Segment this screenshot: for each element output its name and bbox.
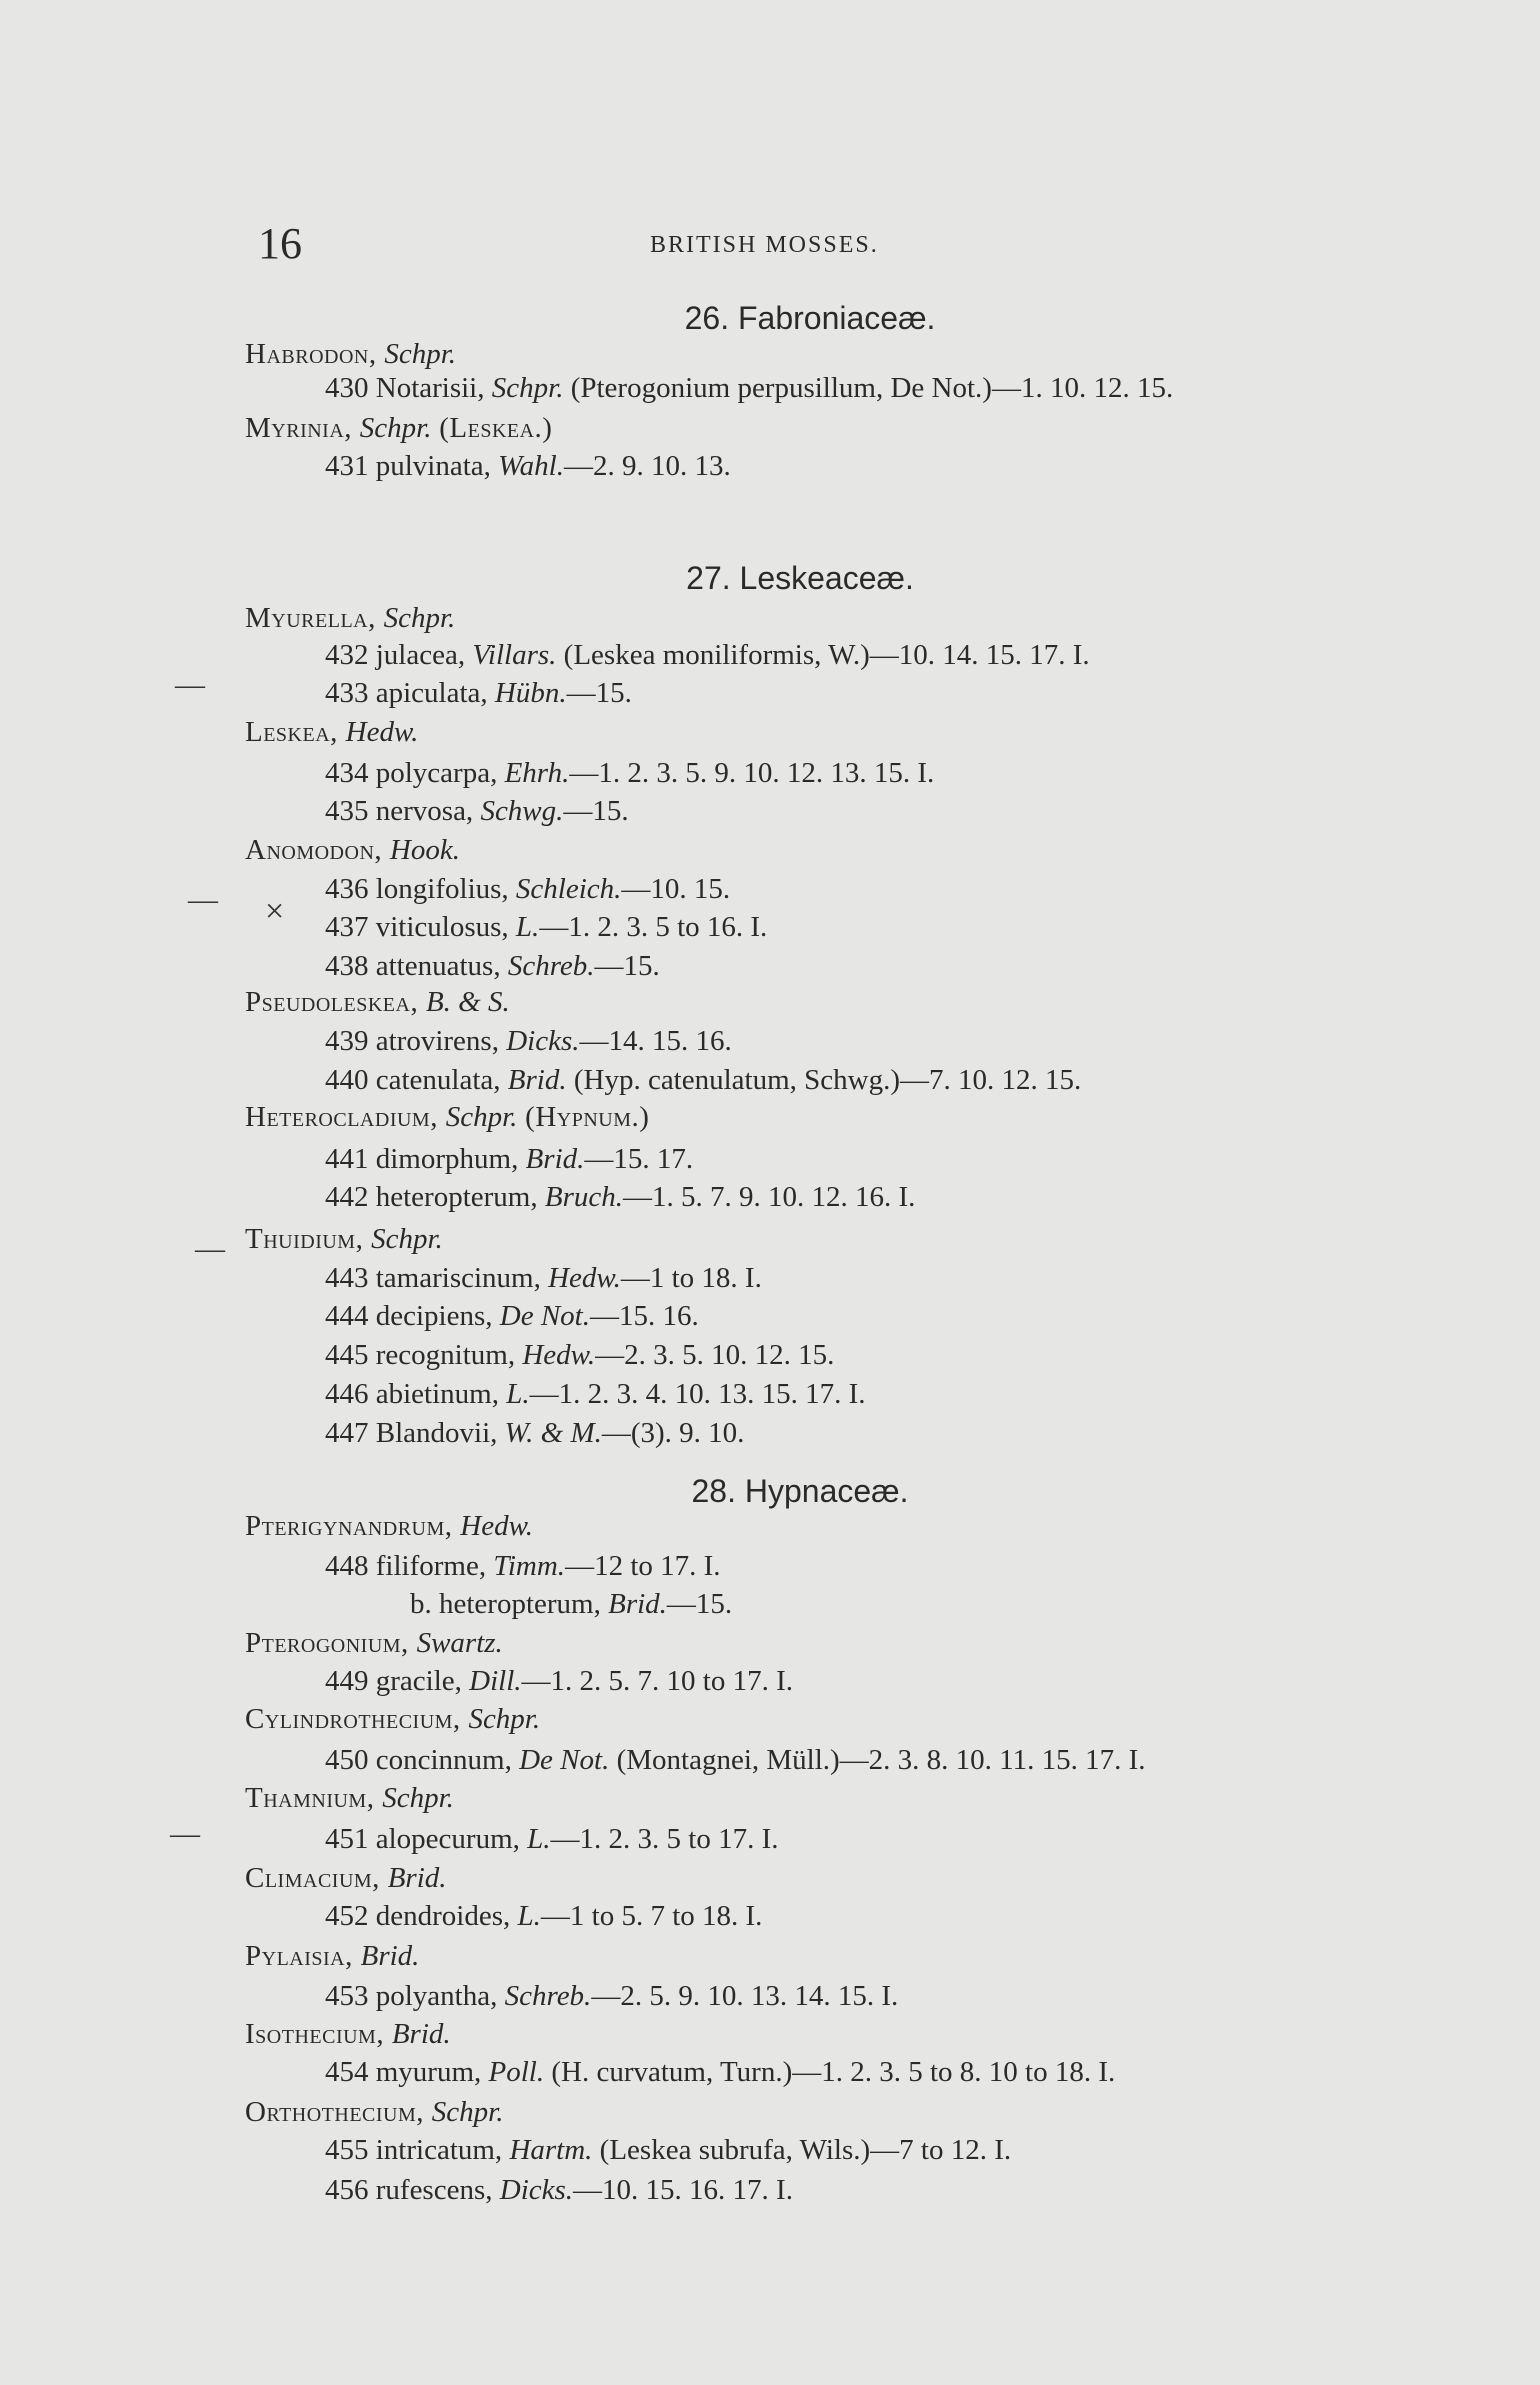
- species-entry: [325, 873, 730, 906]
- genus-heading: [245, 1862, 447, 1895]
- species-author: Dill.: [469, 1665, 522, 1697]
- species-number: 430: [325, 372, 369, 404]
- species-number: 449: [325, 1665, 369, 1697]
- genus-author: Schpr.: [445, 1101, 518, 1133]
- species-number: 441: [325, 1143, 369, 1175]
- species-number: 433: [325, 677, 369, 709]
- genus-heading: [245, 1223, 443, 1256]
- species-localities: —15. 17.: [584, 1143, 694, 1175]
- genus-heading: [245, 1940, 419, 1973]
- genus-heading: [245, 412, 552, 445]
- species-number: 445: [325, 1339, 369, 1371]
- genus-note: (Leskea.): [439, 412, 553, 444]
- genus-name: Pylaisia,: [245, 1940, 353, 1972]
- genus-name: Climacium,: [245, 1862, 380, 1894]
- genus-name: Isothecium,: [245, 2018, 385, 2050]
- species-entry: [325, 1143, 693, 1176]
- species-epithet: attenuatus,: [375, 950, 501, 982]
- species-author: Schreb.: [504, 1980, 592, 2012]
- species-localities: (Pterogonium perpusillum, De Not.)—1. 10. 12. 15.: [570, 372, 1174, 404]
- species-localities: (Montagnei, Müll.)—2. 3. 8. 10. 11. 15. 17. I.: [616, 1744, 1146, 1776]
- species-author: Villars.: [472, 639, 557, 671]
- species-author: W. & M.: [504, 1417, 602, 1449]
- species-entry: [325, 2174, 793, 2207]
- genus-heading: [245, 602, 455, 635]
- species-localities: —2. 3. 5. 10. 12. 15.: [595, 1339, 835, 1371]
- species-localities: —1. 2. 3. 5 to 17. I.: [550, 1823, 779, 1855]
- species-entry: [325, 911, 767, 944]
- species-entry: [325, 1744, 1146, 1777]
- genus-author: B. & S.: [425, 986, 510, 1018]
- species-entry: [325, 1378, 866, 1411]
- species-entry: [325, 2134, 1011, 2167]
- species-author: Hartm.: [509, 2134, 593, 2166]
- species-epithet: dendroides,: [375, 1900, 511, 1932]
- genus-author: Hedw.: [460, 1510, 534, 1542]
- family-heading: 28. Hypnaceæ.: [691, 1473, 909, 1509]
- genus-heading: [245, 986, 510, 1019]
- variety-entry: [410, 1588, 732, 1621]
- species-epithet: atrovirens,: [375, 1025, 499, 1057]
- species-number: 436: [325, 873, 369, 905]
- species-epithet: rufescens,: [375, 2174, 493, 2206]
- species-localities: —12 to 17. I.: [565, 1550, 721, 1582]
- species-author: Schreb.: [507, 950, 595, 982]
- species-entry: [325, 1417, 744, 1450]
- species-entry: [325, 1665, 793, 1698]
- species-epithet: polycarpa,: [375, 757, 498, 789]
- species-epithet: polyantha,: [375, 1980, 498, 2012]
- species-number: 444: [325, 1300, 369, 1332]
- species-number: 438: [325, 950, 369, 982]
- species-epithet: concinnum,: [375, 1744, 512, 1776]
- genus-author: Schpr.: [383, 602, 456, 634]
- species-number: 443: [325, 1262, 369, 1294]
- genus-author: Schpr.: [468, 1703, 541, 1735]
- species-number: 437: [325, 911, 369, 943]
- species-number: 440: [325, 1064, 369, 1096]
- species-localities: —1. 2. 3. 5. 9. 10. 12. 13. 15. I.: [569, 757, 935, 789]
- species-epithet: heteropterum,: [439, 1588, 601, 1620]
- species-author: Schpr.: [491, 372, 564, 404]
- species-localities: —1. 2. 3. 5 to 16. I.: [539, 911, 768, 943]
- species-number: 439: [325, 1025, 369, 1057]
- genus-heading: [245, 2096, 504, 2129]
- genus-name: Leskea,: [245, 716, 338, 748]
- species-entry: [325, 1550, 721, 1583]
- genus-heading: [245, 1782, 454, 1815]
- species-author: Poll.: [488, 2056, 545, 2088]
- genus-name: Pterogonium,: [245, 1627, 409, 1659]
- genus-heading: [245, 1703, 540, 1736]
- species-author: Wahl.: [498, 450, 564, 482]
- running-title: BRITISH MOSSES.: [650, 232, 879, 258]
- species-author: Hedw.: [522, 1339, 596, 1371]
- species-localities: —1. 2. 3. 4. 10. 13. 15. 17. I.: [529, 1378, 866, 1410]
- genus-name: Thuidium,: [245, 1223, 364, 1255]
- species-author: Dicks.: [499, 2174, 574, 2206]
- species-entry: [325, 639, 1090, 672]
- species-localities: —(3). 9. 10.: [601, 1417, 745, 1449]
- species-epithet: alopecurum,: [375, 1823, 520, 1855]
- species-localities: —15.: [566, 677, 632, 709]
- species-author: Timm.: [493, 1550, 566, 1582]
- species-author: Dicks.: [506, 1025, 580, 1057]
- species-number: 432: [325, 639, 369, 671]
- species-localities: —10. 15.: [621, 873, 731, 905]
- genus-heading: [245, 1510, 533, 1543]
- species-author: Hedw.: [548, 1262, 621, 1294]
- species-entry: [325, 1980, 898, 2013]
- genus-note: (Hypnum.): [525, 1101, 650, 1133]
- species-epithet: julacea,: [375, 639, 466, 671]
- species-entry: [325, 757, 934, 790]
- page-header: [250, 218, 1300, 268]
- species-epithet: myurum,: [375, 2056, 482, 2088]
- genus-author: Schpr.: [359, 412, 432, 444]
- genus-name: Anomodon,: [245, 834, 383, 866]
- species-localities: —2. 5. 9. 10. 13. 14. 15. I.: [591, 1980, 899, 2012]
- species-epithet: longifolius,: [375, 873, 509, 905]
- species-localities: —1 to 18. I.: [620, 1262, 762, 1294]
- pencil-dash-mark: —: [188, 883, 218, 916]
- genus-name: Cylindrothecium,: [245, 1703, 461, 1735]
- species-epithet: gracile,: [375, 1665, 462, 1697]
- species-entry: [325, 1025, 732, 1058]
- pencil-dash-mark: —: [170, 1817, 200, 1850]
- species-author: Brid.: [525, 1143, 585, 1175]
- species-entry: [325, 1262, 762, 1295]
- species-localities: —1. 5. 7. 9. 10. 12. 16. I.: [622, 1181, 916, 1213]
- species-localities: —2. 9. 10. 13.: [563, 450, 731, 482]
- species-author: Brid.: [608, 1588, 667, 1620]
- species-epithet: viticulosus,: [375, 911, 509, 943]
- species-number: 451: [325, 1823, 369, 1855]
- species-author: L.: [506, 1378, 530, 1410]
- genus-author: Schpr.: [384, 338, 457, 370]
- species-entry: [325, 1300, 699, 1333]
- species-number: 448: [325, 1550, 369, 1582]
- species-localities: —15.: [666, 1588, 733, 1620]
- species-epithet: dimorphum,: [375, 1143, 519, 1175]
- species-author: De Not.: [519, 1744, 610, 1776]
- species-localities: (Leskea subrufa, Wils.)—7 to 12. I.: [599, 2134, 1012, 2166]
- genus-heading: [245, 1101, 649, 1134]
- genus-author: Brid.: [387, 1862, 447, 1894]
- genus-name: Thamnium,: [245, 1782, 375, 1814]
- species-number: 452: [325, 1900, 369, 1932]
- genus-name: Myrinia,: [245, 412, 353, 444]
- species-entry: [325, 1900, 762, 1933]
- species-epithet: pulvinata,: [375, 450, 491, 482]
- species-number: 456: [325, 2174, 369, 2206]
- species-localities: —15. 16.: [589, 1300, 699, 1332]
- species-number: 434: [325, 757, 369, 789]
- genus-heading: [245, 716, 418, 749]
- species-entry: [325, 2056, 1115, 2089]
- species-localities: (Hyp. catenulatum, Schwg.)—7. 10. 12. 15.: [573, 1064, 1082, 1096]
- species-entry: [325, 450, 731, 483]
- species-number: 447: [325, 1417, 369, 1449]
- species-localities: —15.: [563, 795, 629, 827]
- genus-heading: [245, 1627, 503, 1660]
- species-author: L.: [517, 1900, 541, 1932]
- species-number: 453: [325, 1980, 369, 2012]
- genus-name: Pterigynandrum,: [245, 1510, 453, 1542]
- species-number: 455: [325, 2134, 369, 2166]
- species-epithet: decipiens,: [375, 1300, 493, 1332]
- species-localities: —15.: [594, 950, 660, 982]
- species-number: 454: [325, 2056, 369, 2088]
- genus-name: Pseudoleskea,: [245, 986, 419, 1018]
- genus-heading: [245, 834, 460, 867]
- species-localities: —10. 15. 16. 17. I.: [573, 2174, 793, 2206]
- genus-author: Hedw.: [345, 716, 419, 748]
- species-localities: (Leskea moniliformis, W.)—10. 14. 15. 17. I.: [563, 639, 1090, 671]
- genus-name: Orthothecium,: [245, 2096, 425, 2128]
- genus-heading: [245, 338, 456, 371]
- species-author: Hübn.: [494, 677, 567, 709]
- pencil-cross-mark: ×: [265, 893, 285, 930]
- species-entry: [325, 950, 660, 983]
- species-epithet: heteropterum,: [375, 1181, 538, 1213]
- species-entry: [325, 372, 1173, 405]
- species-number: 431: [325, 450, 369, 482]
- species-number: 450: [325, 1744, 369, 1776]
- genus-name: Heterocladium,: [245, 1101, 438, 1133]
- species-entry: [325, 795, 629, 828]
- species-number: 435: [325, 795, 369, 827]
- species-author: L.: [515, 911, 540, 943]
- species-epithet: apiculata,: [375, 677, 488, 709]
- species-epithet: filiforme,: [375, 1550, 487, 1582]
- species-author: Brid.: [507, 1064, 567, 1096]
- species-localities: —1 to 5. 7 to 18. I.: [540, 1900, 763, 1932]
- species-epithet: recognitum,: [375, 1339, 516, 1371]
- species-entry: [325, 1064, 1081, 1097]
- species-author: Schleich.: [515, 873, 622, 905]
- pencil-dash-mark: —: [175, 668, 205, 701]
- species-author: Bruch.: [544, 1181, 623, 1213]
- page-number: 16: [258, 219, 302, 268]
- genus-author: Brid.: [360, 1940, 420, 1972]
- species-epithet: abietinum,: [375, 1378, 499, 1410]
- species-localities: (H. curvatum, Turn.)—1. 2. 3. 5 to 8. 10 to 18. I.: [551, 2056, 1116, 2088]
- species-author: Schwg.: [480, 795, 564, 827]
- species-entry: [325, 1823, 779, 1856]
- species-author: De Not.: [499, 1300, 590, 1332]
- species-epithet: Blandovii,: [375, 1417, 498, 1449]
- species-epithet: tamariscinum,: [375, 1262, 541, 1294]
- genus-author: Schpr.: [431, 2096, 504, 2128]
- genus-name: Myurella,: [245, 602, 376, 634]
- species-epithet: Notarisii,: [375, 372, 485, 404]
- species-epithet: catenulata,: [375, 1064, 501, 1096]
- genus-name: Habrodon,: [245, 338, 377, 370]
- genus-author: Schpr.: [371, 1223, 443, 1255]
- species-number: b.: [410, 1588, 432, 1620]
- species-epithet: intricatum,: [375, 2134, 503, 2166]
- species-epithet: nervosa,: [375, 795, 474, 827]
- genus-author: Hook.: [389, 834, 460, 866]
- family-heading: 26. Fabroniaceæ.: [684, 300, 936, 336]
- species-author: Ehrh.: [504, 757, 570, 789]
- species-entry: [325, 677, 632, 710]
- species-entry: [325, 1339, 834, 1372]
- species-localities: —1. 2. 5. 7. 10 to 17. I.: [521, 1665, 793, 1697]
- genus-author: Schpr.: [382, 1782, 454, 1814]
- species-entry: [325, 1181, 915, 1214]
- species-localities: —14. 15. 16.: [579, 1025, 732, 1057]
- genus-heading: [245, 2018, 451, 2051]
- genus-author: Swartz.: [416, 1627, 503, 1659]
- genus-author: Brid.: [391, 2018, 451, 2050]
- species-number: 442: [325, 1181, 369, 1213]
- family-heading: 27. Leskeaceæ.: [686, 560, 914, 596]
- pencil-dash-mark: —: [195, 1232, 225, 1265]
- species-number: 446: [325, 1378, 369, 1410]
- species-author: L.: [527, 1823, 551, 1855]
